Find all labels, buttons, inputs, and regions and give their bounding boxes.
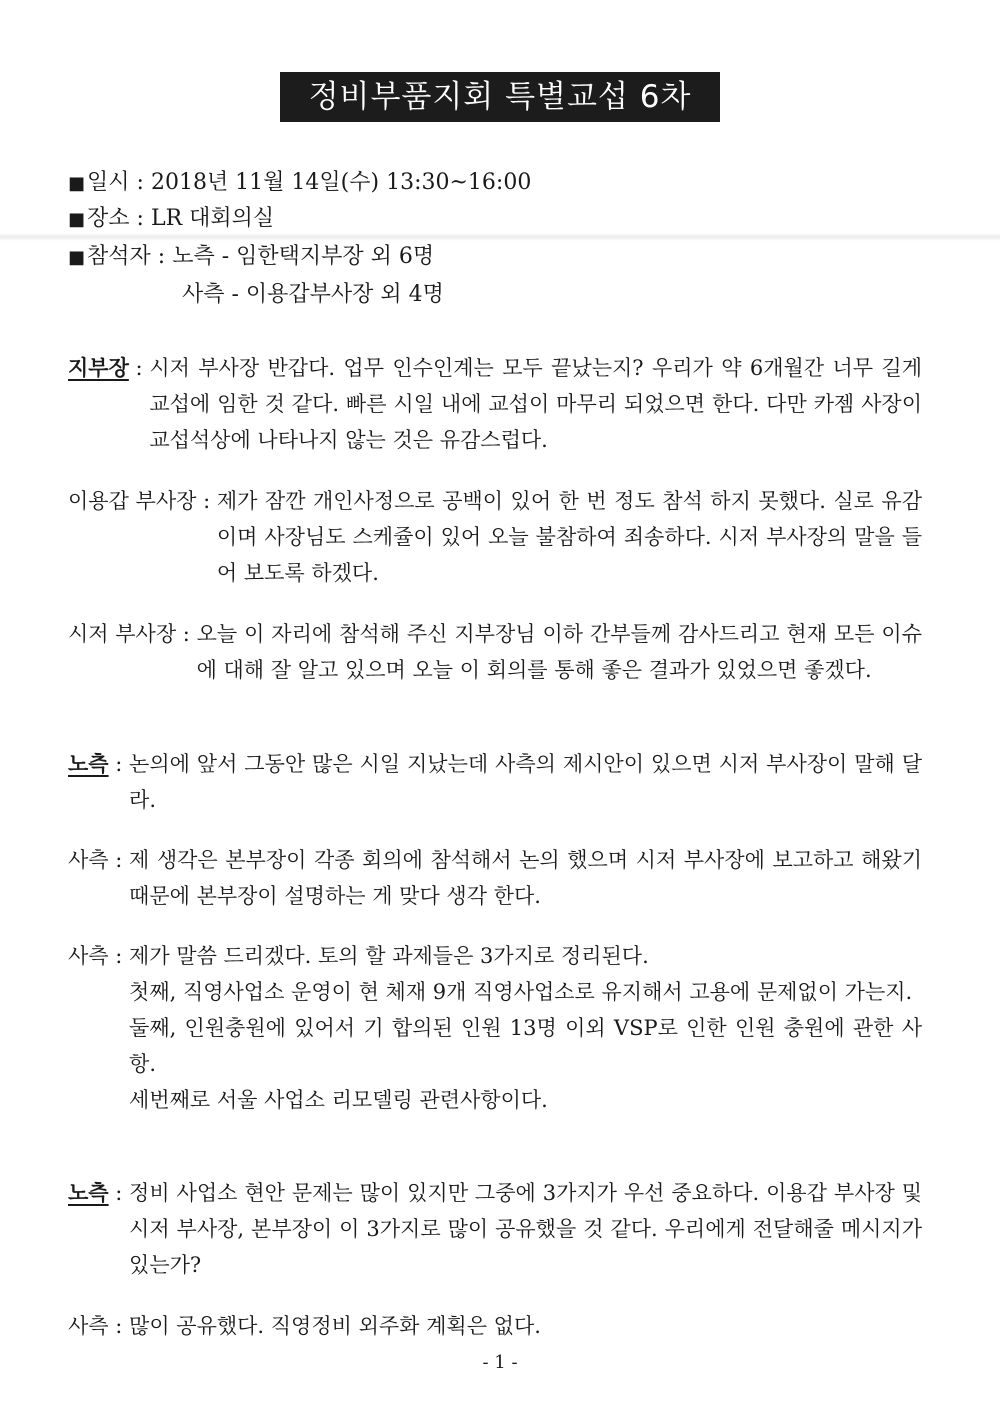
bullet-icon: ■ <box>68 247 86 268</box>
speaker-name: 사측 <box>68 848 109 872</box>
date-label: 일시 <box>87 170 130 195</box>
attendees-company: 사측 - 이용갑부사장 외 4명 <box>182 282 444 307</box>
statement-block: 시저 부사장 : 오늘 이 자리에 참석해 주신 지부장님 이하 간부들께 감사드리고 현재 모든 이슈에 대해 잘 알고 있으며 오늘 이 회의를 통해 좋은 결과가 있었으면 좋겠다. <box>68 616 922 688</box>
speaker-name: 사측 <box>68 1314 109 1338</box>
date-value: 2018년 11월 14일(수) 13:30~16:00 <box>150 170 532 195</box>
statement-text: 정비 사업소 현안 문제는 많이 있지만 그중에 3가지가 우선 중요하다. 이용갑 부사장 및 시저 부사장, 본부장이 이 3가지로 많이 공유했을 것 같다. 우리에게 전달해줄 메시지가 있는가? <box>129 1181 922 1277</box>
statement-block: 사측 : 제 생각은 본부장이 각종 회의에 참석해서 논의 했으며 시저 부사장에 보고하고 해왔기 때문에 본부장이 설명하는 게 맞다 생각 한다. <box>68 842 922 914</box>
statement-text: 시저 부사장 반갑다. 업무 인수인계는 모두 끝났는지? 우리가 약 6개월간 너무 길게 교섭에 임한 것 같다. 빠른 시일 내에 교섭이 마무리 되었으면 한다. 다만 카젬 사장이 교섭석상에 나타나지 않는 것은 유감스럽다. <box>149 356 922 452</box>
speaker-name: 이용갑 부사장 <box>68 489 197 513</box>
place-label: 장소 <box>87 206 130 231</box>
speaker-name: 노측 <box>68 1180 109 1205</box>
attendees-union: 노측 - 임한택지부장 외 6명 <box>172 244 435 269</box>
document-title: 정비부품지회 특별교섭 6차 <box>280 72 720 122</box>
statement-text: 제가 말씀 드리겠다. 토의 할 과제들은 3가지로 정리된다. <box>129 944 649 968</box>
statement-block: 이용갑 부사장 : 제가 잠깐 개인사정으로 공백이 있어 한 번 정도 참석 하지 못했다. 실로 유감이며 사장님도 스케쥴이 있어 오늘 불참하여 죄송하다. 시저 부사장의 말을 들어 보도록 하겠다. <box>68 483 922 591</box>
statement-text: 제 생각은 본부장이 각종 회의에 참석해서 논의 했으며 시저 부사장에 보고하고 해왔기 때문에 본부장이 설명하는 게 맞다 생각 한다. <box>129 848 922 908</box>
meta-attendees: ■참석자 : 노측 - 임한택지부장 외 6명 <box>68 244 435 269</box>
statement-block: 사측 : 제가 말씀 드리겠다. 토의 할 과제들은 3가지로 정리된다. 첫째, 직영사업소 운영이 현 체재 9개 직영사업소로 유지해서 고용에 문제없이 가는지. 둘째, 인원충원에 있어서 기 합의된 인원 13명 이외 VSP로 인한 인원 충원에 관한 사항. 세번째로 서울 사업소 리모델링 관련사항이다. <box>68 938 922 1118</box>
statement-text: 오늘 이 자리에 참석해 주신 지부장님 이하 간부들께 감사드리고 현재 모든 이슈에 대해 잘 알고 있으며 오늘 이 회의를 통해 좋은 결과가 있었으면 좋겠다. <box>196 622 922 682</box>
bullet-icon: ■ <box>68 209 86 230</box>
meta-attendees-company <box>182 280 444 310</box>
speaker-name: 사측 <box>68 944 109 968</box>
statement-block: 사측 : 많이 공유했다. 직영정비 외주화 계획은 없다. <box>68 1308 922 1344</box>
statement-block: 노측 : 정비 사업소 현안 문제는 많이 있지만 그중에 3가지가 우선 중요하다. 이용갑 부사장 및 시저 부사장, 본부장이 이 3가지로 많이 공유했을 것 같다. 우리에게 전달해줄 메시지가 있는가? <box>68 1175 922 1283</box>
statement-text: 많이 공유했다. 직영정비 외주화 계획은 없다. <box>129 1314 541 1338</box>
statement-block: 노측 : 논의에 앞서 그동안 많은 시일 지났는데 사측의 제시안이 있으면 시저 부사장이 말해 달라. <box>68 746 922 818</box>
meta-place: ■장소 : LR 대회의실 <box>68 206 275 231</box>
place-value: LR 대회의실 <box>150 206 275 231</box>
statement-text: 세번째로 서울 사업소 리모델링 관련사항이다. <box>129 1088 548 1112</box>
statement-text: 첫째, 직영사업소 운영이 현 체재 9개 직영사업소로 유지해서 고용에 문제없이 가는지. <box>129 980 913 1004</box>
statement-text: 둘째, 인원충원에 있어서 기 합의된 인원 13명 이외 VSP로 인한 인원 충원에 관한 사항. <box>129 1016 922 1076</box>
speaker-name: 노측 <box>68 751 109 776</box>
statement-block: 지부장 : 시저 부사장 반갑다. 업무 인수인계는 모두 끝났는지? 우리가 약 6개월간 너무 길게 교섭에 임한 것 같다. 빠른 시일 내에 교섭이 마무리 되었으면 한다. 다만 카젬 사장이 교섭석상에 나타나지 않는 것은 유감스럽다. <box>68 350 922 458</box>
page-number: - 1 - <box>482 1352 518 1373</box>
bullet-icon: ■ <box>68 173 86 194</box>
meta-date: ■일시 : 2018년 11월 14일(수) 13:30~16:00 <box>68 170 532 195</box>
attendees-label: 참석자 <box>87 244 151 269</box>
statement-text: 논의에 앞서 그동안 많은 시일 지났는데 사측의 제시안이 있으면 시저 부사장이 말해 달라. <box>129 752 922 812</box>
speaker-name: 지부장 <box>68 355 129 380</box>
speaker-name: 시저 부사장 <box>68 622 177 646</box>
statement-text: 제가 잠깐 개인사정으로 공백이 있어 한 번 정도 참석 하지 못했다. 실로 유감이며 사장님도 스케쥴이 있어 오늘 불참하여 죄송하다. 시저 부사장의 말을 들어 보도록 하겠다. <box>216 489 922 585</box>
